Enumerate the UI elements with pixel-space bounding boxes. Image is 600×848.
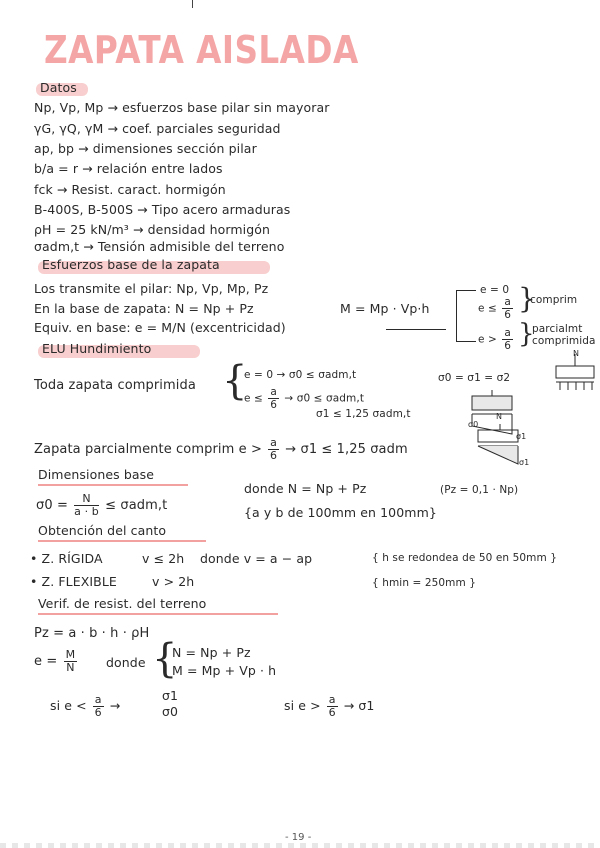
elu-line-2-num: a [270,436,278,449]
case-e-le-den: 6 [504,309,512,321]
section-elu: ELU Hundimiento [42,341,152,356]
canto-rigida: • Z. RÍGIDA [30,551,103,566]
verif-line-1: Pz = a · b · h · ρH [34,626,150,641]
elu-line-2 [34,437,408,462]
arrow-line [386,329,446,330]
underline-verif [38,613,278,615]
section-verif: Verif. de resist. del terreno [38,596,207,611]
elu-case-2-num: a [270,386,277,398]
datos-line-8: σadm,t → Tensión admisible del terreno [34,239,285,254]
dimensiones-donde: donde N = Np + Pz [244,481,367,496]
datos-line-3: ap, bp → dimensiones sección pilar [34,141,257,156]
case-e-le-frac [502,296,513,321]
bracket-line [456,290,457,342]
bottom-edge [0,843,600,848]
case-e-le-pre: e ≤ [478,302,497,315]
verif-si2-den: 6 [328,706,336,719]
datos-line-1: Np, Vp, Mp → esfuerzos base pilar sin mayorar [34,100,330,115]
elu-case-2-den: 6 [270,399,278,411]
case-e-gt-frac [502,327,513,352]
elu-line-2-post: → σ1 ≤ 1,25 σadm [285,442,408,457]
elu-line-2-frac [268,437,279,462]
verif-si1-num: a [94,693,102,706]
verif-si1-frac [93,694,104,719]
verif-si2-frac [327,694,338,719]
diagram-triangle-pressure [478,446,518,464]
elu-line-2-den: 6 [270,449,278,462]
underline-dimensiones [38,484,188,486]
dimensiones-pre: σ0 = [36,498,68,513]
verif-d1: N = Np + Pz [172,645,251,660]
section-datos: Datos [40,80,77,95]
label-comprim: comprim [530,294,578,306]
verif-si1 [50,694,120,719]
elu-case-2-post: → σ0 ≤ σadm,t [284,392,365,405]
label-parcialmt: parcialmt [532,323,583,335]
esfuerzos-line-3: Equiv. en base: e = M/N (excentricidad) [34,320,286,335]
case-e-gt-pre: e > [478,333,497,346]
dimensiones-den: a · b [74,505,99,518]
dimensiones-note: (Pz = 0,1 · Np) [440,484,519,496]
esfuerzos-line-2b: M = Mp · Vp·h [340,301,430,316]
verif-si2-pre: si e > [284,698,321,713]
elu-case-1b: σ0 = σ1 = σ2 [438,372,511,384]
verif-si1-pre: si e < [50,698,87,713]
diagram-triangle-footing [478,430,518,442]
verif-e [34,649,79,674]
verif-e-den: N [66,661,75,674]
datos-line-2: γG, γQ, γM → coef. parciales seguridad [34,121,281,136]
datos-line-5: fck → Resist. caract. hormigón [34,182,226,197]
bracket-bottom [456,341,476,342]
label-comprimida: comprimida [532,335,596,347]
diagram-uniform-n: N [573,349,580,358]
verif-e-num: M [65,648,76,661]
verif-si1-arrow: → [109,698,121,713]
canto-flexible-note: { hmin = 250mm } [372,577,477,589]
canto-flexible: • Z. FLEXIBLE [30,574,117,589]
brace-parcial: } [518,319,535,349]
verif-e-pre: e = [34,654,58,669]
case-e-gt-num: a [504,327,511,339]
datos-line-4: b/a = r → relación entre lados [34,161,223,176]
brace-compr: } [518,282,536,315]
verif-si2 [284,694,374,719]
dimensiones-num: N [74,493,99,506]
canto-rigida-note: { h se redondea de 50 en 50mm } [372,552,558,564]
canto-rigida-cond: v ≤ 2h [142,551,185,566]
dimensiones-note2: {a y b de 100mm en 100mm} [244,505,437,520]
elu-case-2-pre: e ≤ [244,392,263,405]
canto-flexible-cond: v > 2h [152,574,195,589]
diagram-trapezoid-footing [472,396,512,410]
elu-line-1: Toda zapata comprimida [34,378,196,393]
verif-d2: M = Mp + Vp · h [172,663,277,678]
case-e-gt-den: 6 [504,340,512,352]
brace-verif: { [152,636,178,682]
dimensiones-formula [36,493,167,518]
section-esfuerzos: Esfuerzos base de la zapata [42,257,220,272]
canto-rigida-donde: donde v = a − ap [200,551,313,566]
elu-line-2-pre: e > [238,442,262,457]
datos-line-6: B-400S, B-500S → Tipo acero armaduras [34,202,291,217]
diagram-trapezoid-s0: σ0 [468,420,479,429]
case-e-le-num: a [504,296,511,308]
diagram-triangle-s1: σ1 [519,458,530,467]
underline-obtencion [38,540,206,542]
verif-e-frac [64,649,78,674]
elu-line-2-text: Zapata parcialmente comprim [34,442,235,457]
dimensiones-post: ≤ σadm,t [105,498,168,513]
datos-line-7: ρH = 25 kN/m³ → densidad hormigón [34,222,271,237]
diagram-trapezoid-s1: σ1 [516,432,527,441]
section-obtencion: Obtención del canto [38,523,167,538]
verif-si1-r1: σ1 [162,688,179,703]
esfuerzos-line-2a: En la base de zapata: N = Np + Pz [34,301,254,316]
verif-donde: donde [106,655,146,670]
page-number: - 19 - [285,832,312,843]
esfuerzos-line-1: Los transmite el pilar: Np, Vp, Mp, Pz [34,281,269,296]
dimensiones-frac [74,493,99,518]
section-dimensiones: Dimensiones base [38,467,155,482]
case-e-gt [478,327,515,352]
page-title: ZAPATA AISLADA [44,28,359,72]
case-e-le [478,296,515,321]
bracket-top [456,290,476,291]
verif-si1-den: 6 [94,706,102,719]
elu-case-2-frac [268,386,279,411]
verif-si2-post: → σ1 [343,698,375,713]
elu-case-1: e = 0 → σ0 ≤ σadm,t [244,369,357,381]
top-mark [192,0,193,8]
diagram-triangle-n: N [496,412,503,421]
case-e0: e = 0 [480,284,510,296]
elu-case-3: σ1 ≤ 1,25 σadm,t [316,408,411,420]
brace-elu: { [222,358,248,404]
verif-si1-r2: σ0 [162,704,179,719]
diagram-uniform-footing [556,366,594,378]
verif-si2-num: a [328,693,336,706]
